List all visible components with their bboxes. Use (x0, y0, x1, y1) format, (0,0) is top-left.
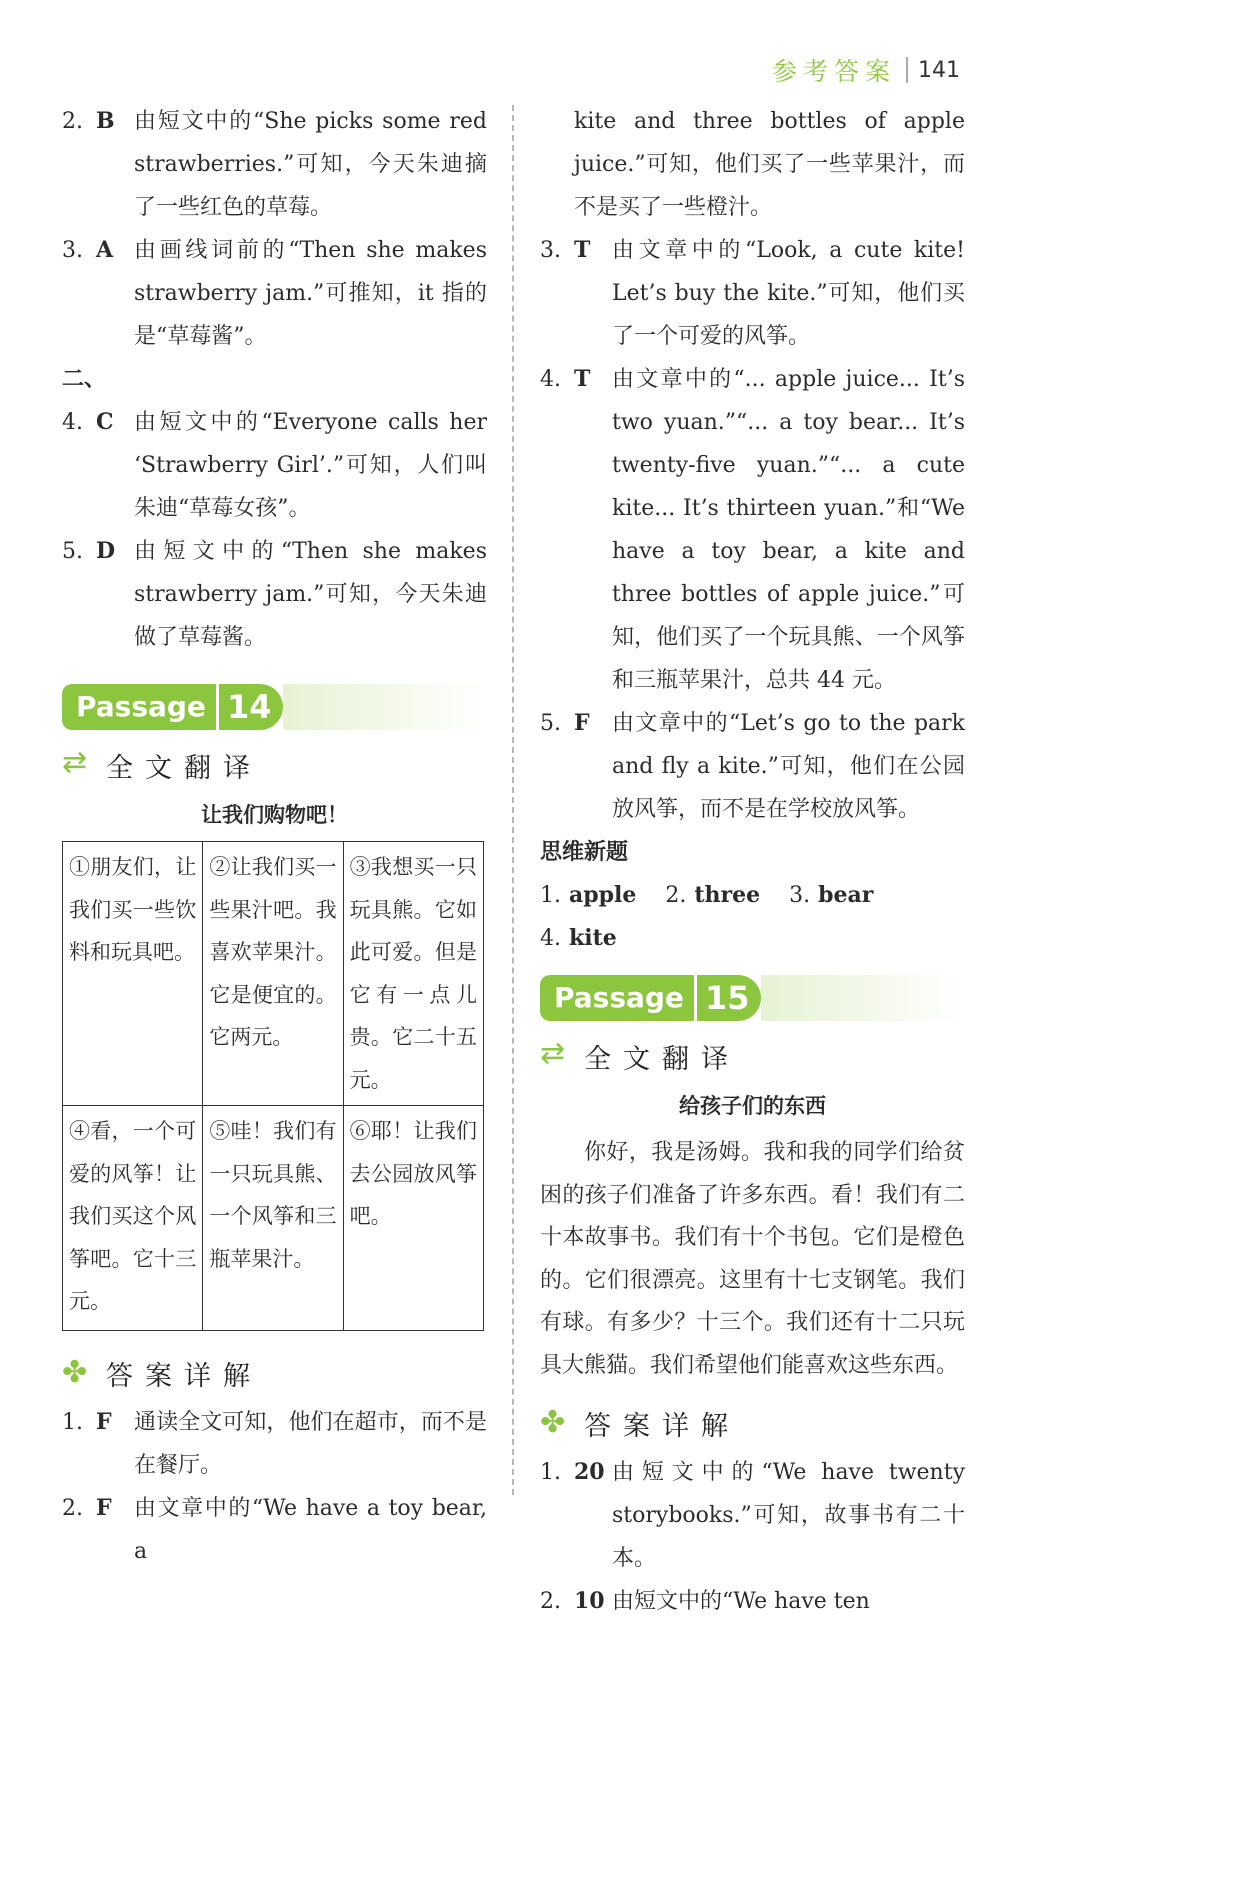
flower-icon (540, 1407, 572, 1439)
banner-fade (761, 975, 965, 1021)
question-4 (62, 401, 487, 530)
mind-number: 2. (665, 883, 687, 908)
question-number: 5. (540, 711, 561, 736)
header-separator (906, 57, 908, 83)
answer-heading (62, 1349, 487, 1397)
mind-word: apple (569, 882, 637, 908)
translation-paragraph: 你好，我是汤姆。我和我的同学们给贫困的孩子们准备了许多东西。看！我们有二十本故事书。我们有十个书包。它们是橙色的。它们很漂亮。这里有十七支钢笔。我们有球。有多少？十三个。我们还有十二只玩具大熊猫。我们希望他们能喜欢这些东西。 (540, 1140, 965, 1378)
table-cell: ③我想买一只玩具熊。它如此可爱。但是它有一点儿贵。它二十五元。 (343, 842, 483, 1106)
explanation: 由文章中的“We have a toy bear, a (134, 1496, 487, 1564)
passage-number: 14 (216, 684, 284, 730)
answer-2 (62, 1487, 487, 1573)
explanation: 通读全文可知，他们在超市，而不是在餐厅。 (134, 1410, 487, 1478)
answer-heading (540, 1399, 965, 1447)
translation-heading (540, 1032, 965, 1080)
page-header (772, 52, 960, 88)
left-column (62, 100, 487, 1573)
page-number: 141 (918, 57, 960, 83)
answer-letter: C (96, 409, 114, 435)
story-title: 让我们购物吧！ (201, 802, 348, 827)
answer-key-label: 参考答案 (771, 57, 896, 86)
question-3 (62, 229, 487, 358)
question-number: 3. (540, 238, 561, 263)
answer-letter: B (96, 108, 115, 134)
answer-2-continued: kite and three bottles of apple juice.”可知，他们买了一些苹果汁，而不是买了一些橙汁。 (574, 109, 965, 220)
right-column (540, 100, 965, 1623)
section-two-heading: 二、 (62, 366, 107, 392)
column-divider (512, 105, 514, 1495)
mind-answers (540, 874, 965, 960)
swap-arrows-icon (540, 1041, 570, 1071)
question-5 (62, 530, 487, 659)
mind-heading: 思维新题 (540, 839, 629, 865)
answer-letter: T (574, 237, 591, 263)
translation-heading-text: 全文翻译 (584, 1043, 740, 1075)
explanation: 由短文中的“Everyone calls her ‘Strawberry Girl’.”可知，人们叫朱迪“草莓女孩”。 (134, 410, 487, 521)
translation-heading (62, 741, 487, 789)
explanation: 由短文中的“She picks some red strawberries.”可知，今天朱迪摘了一些红色的草莓。 (134, 109, 487, 220)
story-title: 给孩子们的东西 (679, 1093, 826, 1118)
explanation: 由文章中的“Let’s go to the park and fly a kite.”可知，他们在公园放风筝，而不是在学校放风筝。 (612, 711, 965, 822)
question-number: 2. (62, 109, 83, 134)
explanation: 由文章中的“... apple juice... It’s two yuan.”“... a toy bear... It’s twenty-five yuan.”“... a cute kite... It’s thirteen yuan.”和“We have a toy bear, a kite and three bottles of apple juice.”可知，他们买了一个玩具熊、一个风筝和三瓶苹果汁，总共 44 元。 (612, 367, 965, 693)
question-number: 3. (62, 238, 83, 263)
answer-letter: A (96, 237, 114, 263)
answer-3 (540, 229, 965, 358)
table-cell: ⑥耶！让我们去公园放风筝吧。 (343, 1106, 483, 1331)
answer-1 (540, 1451, 965, 1580)
table-cell: ②让我们买一些果汁吧。我喜欢苹果汁。它是便宜的。它两元。 (203, 842, 343, 1106)
answer-letter: F (574, 710, 590, 736)
banner-fade (283, 684, 487, 730)
answer-heading-text: 答案详解 (106, 1360, 262, 1392)
question-number: 2. (62, 1496, 83, 1521)
answer-1 (62, 1401, 487, 1487)
answer-letter: F (96, 1495, 112, 1521)
question-number: 4. (540, 367, 561, 392)
table-row (63, 842, 484, 1106)
swap-arrows-icon (62, 750, 92, 780)
question-2 (62, 100, 487, 229)
table-cell: ①朋友们，让我们买一些饮料和玩具吧。 (63, 842, 203, 1106)
explanation: 由短文中的“We have twenty storybooks.”可知，故事书有二十本。 (612, 1460, 965, 1571)
table-row (63, 1106, 484, 1331)
passage-15-banner (540, 972, 965, 1024)
explanation: 由画线词前的“Then she makes strawberry jam.”可推知，it 指的是“草莓酱”。 (134, 238, 487, 349)
answer-heading-text: 答案详解 (584, 1410, 740, 1442)
answer-letter: T (574, 366, 591, 392)
answer-5 (540, 702, 965, 831)
explanation: 由文章中的“Look, a cute kite! Let’s buy the kite.”可知，他们买了一个可爱的风筝。 (612, 238, 965, 349)
passage-label: Passage (540, 975, 694, 1021)
mind-word: bear (818, 882, 874, 908)
mind-number: 1. (540, 883, 561, 908)
question-number: 1. (62, 1410, 83, 1435)
explanation: 由短文中的“Then she makes strawberry jam.”可知，今天朱迪做了草莓酱。 (134, 539, 487, 650)
passage-number: 15 (694, 975, 762, 1021)
translation-heading-text: 全文翻译 (106, 752, 262, 784)
question-number: 4. (62, 410, 83, 435)
answer-value: 20 (574, 1459, 605, 1485)
mind-number: 3. (789, 883, 811, 908)
answer-4 (540, 358, 965, 702)
table-cell: ⑤哇！我们有一只玩具熊、一个风筝和三瓶苹果汁。 (203, 1106, 343, 1331)
answer-2 (540, 1580, 965, 1623)
mind-number: 4. (540, 926, 561, 951)
question-number: 2. (540, 1589, 561, 1614)
flower-icon (62, 1357, 94, 1389)
explanation: 由短文中的“We have ten (612, 1589, 870, 1614)
answer-letter: F (96, 1409, 112, 1435)
answer-value: 10 (574, 1588, 605, 1614)
mind-word: kite (569, 925, 617, 951)
passage-label: Passage (62, 684, 216, 730)
mind-word: three (694, 882, 761, 908)
question-number: 5. (62, 539, 83, 564)
table-cell: ④看，一个可爱的风筝！让我们买这个风筝吧。它十三元。 (63, 1106, 203, 1331)
passage-14-banner (62, 681, 487, 733)
question-number: 1. (540, 1460, 561, 1485)
translation-table (62, 841, 484, 1331)
answer-letter: D (96, 538, 116, 564)
